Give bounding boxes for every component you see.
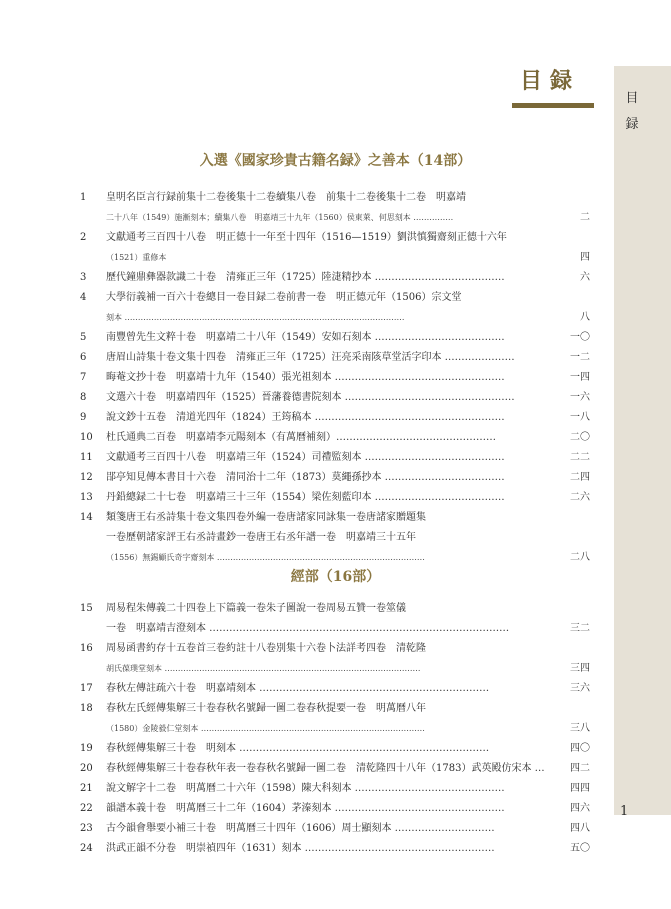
entry-page: 二二 [570,452,590,463]
entry-number: 7 [80,372,87,383]
entry-title: 大學衍義補一百六十卷總目一卷目録二卷前書一卷 明正德元年（1506）宗文堂 [106,292,462,303]
entry-title: 春秋經傳集解三十卷春秋年表一卷春秋名號歸一圖二卷 清乾隆四十八年（1783）武英殿仿宋本 … [106,763,545,774]
entry-number: 15 [80,603,93,614]
entry-title: 說文解字十二卷 明萬曆二十六年（1598）陳大科刻本 ……………………………………… [106,783,505,794]
entry-title: 南豐曾先生文粹十卷 明嘉靖二十八年（1549）安如石刻本 ………………………………… [106,332,505,343]
entry-title: 文獻通考三百四十八卷 明嘉靖三年（1524）司禮監刻本 …………………………………… [106,452,505,463]
entry-number: 23 [80,823,93,834]
entry-title: 洪武正韻不分卷 明崇禎四年（1631）刻本 ………………………………………………… [106,843,495,854]
entry-title: 周易程朱傳義二十四卷上下篇義一卷朱子圖說一卷周易五贊一卷筮儀 [106,603,406,614]
entry-number: 20 [80,763,93,774]
entry-continuation-text: 胡氏葆璞堂刻本 …………………………………………………………………………………… [106,664,421,673]
side-tab [614,66,671,815]
entry-page: 四四 [570,783,590,794]
entry-number: 11 [80,452,93,463]
side-tab-title [622,86,642,138]
entry-title: 郘亭知見傳本書目十六卷 清同治十二年（1873）莫繩孫抄本 ……………………………… [106,472,505,483]
entry-continuation-text: （1521）重修本 [106,253,167,262]
entry-page: 一二 [570,352,590,363]
entry-number: 12 [80,472,93,483]
entry-page: 四 [580,252,590,263]
entry-number: 14 [80,512,93,523]
entry-page: 四〇 [570,743,590,754]
entry-title: 文選六十卷 明嘉靖四年（1525）晉藩養德書院刻本 …………………………………………… [106,392,515,403]
entry-page: 二六 [570,492,590,503]
entry-title: 周易函書約存十五卷首三卷約註十八卷別集十六卷卜法詳考四卷 清乾隆 [106,643,426,654]
entry-title: 說文鈔十五卷 清道光四年（1824）王筠稿本 ………………………………………………… [106,412,505,423]
entry-title: 春秋左氏經傳集解三十卷春秋名號歸一圖二卷春秋提要一卷 明萬曆八年 [106,703,426,714]
entry-title: 唐眉山詩集十卷文集十四卷 清雍正三年（1725）汪亮采南陔草堂活字印本 ………………… [106,352,515,363]
section-heading-selected: 入選《國家珍貴古籍名録》之善本（14部） [199,153,472,169]
entry-number: 10 [80,432,93,443]
section-heading-jing: 經部（16部） [290,569,381,585]
entry-number: 1 [80,192,87,203]
entry-title: 春秋左傳註疏六十卷 明嘉靖刻本 …………………………………………………………… [106,683,490,694]
entry-page: 二 [580,212,590,223]
entry-number: 18 [80,703,93,714]
entry-number: 9 [80,412,87,423]
entry-title: 丹鉛總録二十七卷 明嘉靖三十三年（1554）梁佐刻藍印本 ………………………………… [106,492,505,503]
entry-continuation-text: （1556）無錫顧氏奇字齋刻本 …………………………………………………………………… [106,553,425,562]
entry-number: 5 [80,332,87,343]
entry-number: 2 [80,232,87,243]
side-title-char-2: 録 [625,117,639,132]
entry-title: 古今韻會舉要小補三十卷 明萬曆三十四年（1606）周士顯刻本 ………………………… [106,823,495,834]
entry-page: 四八 [570,823,590,834]
entry-title: 晦菴文抄十卷 明嘉靖十九年（1540）張光祖刻本 …………………………………………… [106,372,505,383]
entry-page: 二四 [570,472,590,483]
entry-number: 24 [80,843,93,854]
entry-title: 類箋唐王右丞詩集十卷文集四卷外編一卷唐諸家同詠集一卷唐諸家贈題集 [106,512,426,523]
entry-page: 一六 [570,392,590,403]
entry-title: 文獻通考三百四十八卷 明正德十一年至十四年（1516—1519）劉洪慎獨齋刻正德十六年 [106,232,507,243]
entry-continuation-text: 二十八年（1549）施漸刻本；續集八卷 明嘉靖三十九年（1560）侯東萊、何思刻本 …………… [106,213,454,222]
entry-page: 八 [580,312,590,323]
entry-page: 一〇 [570,332,590,343]
entry-number: 22 [80,803,93,814]
entry-title: 皇明名臣言行録前集十二卷後集十二卷續集八卷 前集十二卷後集十二卷 明嘉靖 [106,192,466,203]
entry-continuation-text: 一卷 明嘉靖吉澄刻本 ……………………………………………………………………………… [106,623,510,634]
entry-title: 韻譜本義十卷 明萬曆三十二年（1604）茅溱刻本 …………………………………………… [106,803,505,814]
entry-title: 春秋經傳集解三十卷 明刻本 ………………………………………………………………… [106,743,490,754]
entry-page: 三二 [570,623,590,634]
entry-number: 6 [80,352,87,363]
entry-number: 21 [80,783,93,794]
side-title-char-1: 目 [625,91,639,106]
entry-page: 三四 [570,663,590,674]
entry-page: 一八 [570,412,590,423]
entry-number: 4 [80,292,87,303]
page-number: 1 [620,804,629,819]
entry-page: 六 [580,272,590,283]
entry-continuation-text: （1580）金陵毅仁堂刻本 ………………………………………………………………………… [106,724,425,733]
entry-number: 17 [80,683,93,694]
entry-number: 8 [80,392,87,403]
entry-number: 13 [80,492,93,503]
entry-title: 杜氏通典二百卷 明嘉靖李元陽刻本（有萬曆補刻）………………………………………… [106,432,496,443]
entry-title: 歷代鐘鼎彝器款識二十卷 清雍正三年（1725）陸𣶏精抄本 ………………………………… [106,272,505,283]
entry-page: 三八 [570,723,590,734]
page-title: 目録 [520,68,581,94]
entry-continuation-text: 刻本 …………………………………………………………………………………………… [106,313,405,322]
entry-page: 一四 [570,372,590,383]
entry-page: 四六 [570,803,590,814]
entry-page: 二〇 [570,432,590,443]
entry-page: 四二 [570,763,590,774]
entry-number: 16 [80,643,93,654]
entry-page: 五〇 [570,843,590,854]
entry-number: 3 [80,272,87,283]
entry-page: 二八 [570,552,590,563]
title-underline [512,103,594,108]
entry-continuation-text: 一卷歷朝諸家評王右丞詩畫鈔一卷唐王右丞年譜一卷 明嘉靖三十五年 [106,532,416,543]
entry-page: 三六 [570,683,590,694]
entry-number: 19 [80,743,93,754]
